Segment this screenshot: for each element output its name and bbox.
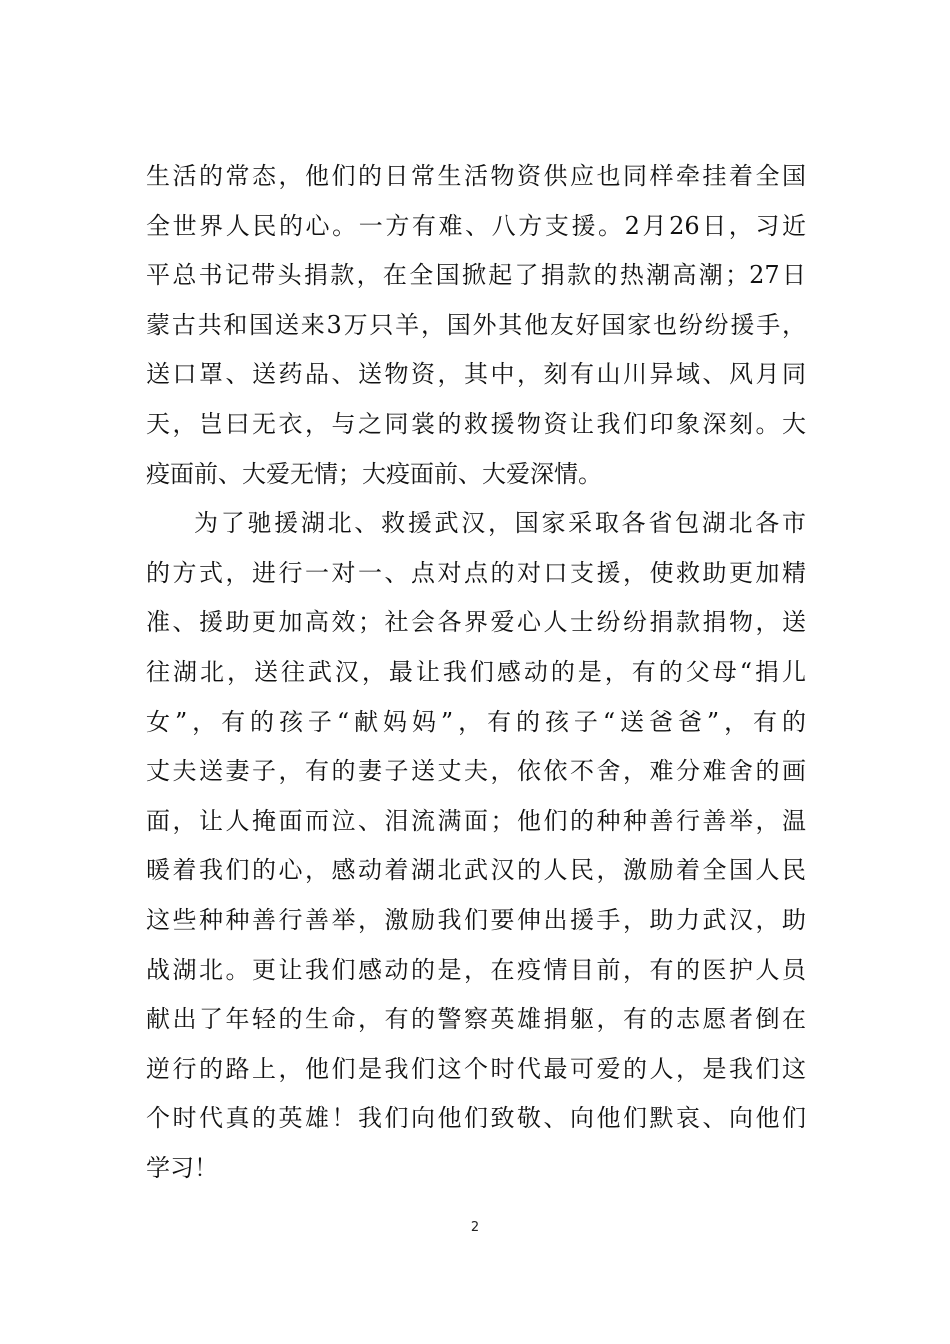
text-line: 的方式，进行一对一、点对点的对口支援，使救助更加精: [146, 558, 806, 587]
text-line: 准、援助更加高效；社会各界爱心人士纷纷捐款捐物，送: [146, 608, 806, 637]
text-line: 生活的常态，他们的日常生活物资供应也同样牵挂着全国: [146, 162, 806, 190]
text-line: 学习！: [146, 1153, 218, 1182]
text-line: 女”，有的孩子“献妈妈”，有的孩子“送爸爸”，有的: [146, 707, 806, 736]
text-line: 为了驰援湖北、救援武汉，国家采取各省包湖北各市: [194, 509, 806, 538]
text-line: 面，让人掩面而泣、泪流满面；他们的种种善行善举，温: [146, 806, 806, 835]
text-line: 平总书记带头捐款，在全国掀起了捐款的热潮高潮；27日: [146, 261, 806, 290]
page-number: 2: [470, 1220, 480, 1235]
text-line: 逆行的路上，他们是我们这个时代最可爱的人，是我们这: [146, 1054, 806, 1083]
text-line: 这些种种善行善举，激励我们要伸出援手，助力武汉，助: [146, 905, 806, 934]
text-line: 暖着我们的心，感动着湖北武汉的人民，激励着全国人民: [146, 856, 806, 885]
body-text: [146, 152, 806, 1193]
text-line: 个时代真的英雄！我们向他们致敬、向他们默哀、向他们: [146, 1104, 806, 1133]
text-line: 蒙古共和国送来3万只羊，国外其他友好国家也纷纷援手，: [146, 310, 806, 339]
text-line: 战湖北。更让我们感动的是，在疫情目前，有的医护人员: [146, 955, 806, 984]
text-line: 往湖北，送往武汉，最让我们感动的是，有的父母“捐儿: [146, 657, 806, 686]
text-line: 丈夫送妻子，有的妻子送丈夫，依依不舍，难分难舍的画: [146, 757, 806, 786]
text-line: 献出了年轻的生命，有的警察英雄捐躯，有的志愿者倒在: [146, 1005, 806, 1034]
text-line: 送口罩、送药品、送物资，其中，刻有山川异域、风月同: [146, 360, 806, 389]
text-line: 全世界人民的心。一方有难、八方支援。2月26日，习近: [146, 211, 806, 240]
text-line: 疫面前、大爱无情；大疫面前、大爱深情。: [146, 459, 602, 488]
text-line: 天，岂曰无衣，与之同裳的救援物资让我们印象深刻。大: [146, 409, 806, 438]
